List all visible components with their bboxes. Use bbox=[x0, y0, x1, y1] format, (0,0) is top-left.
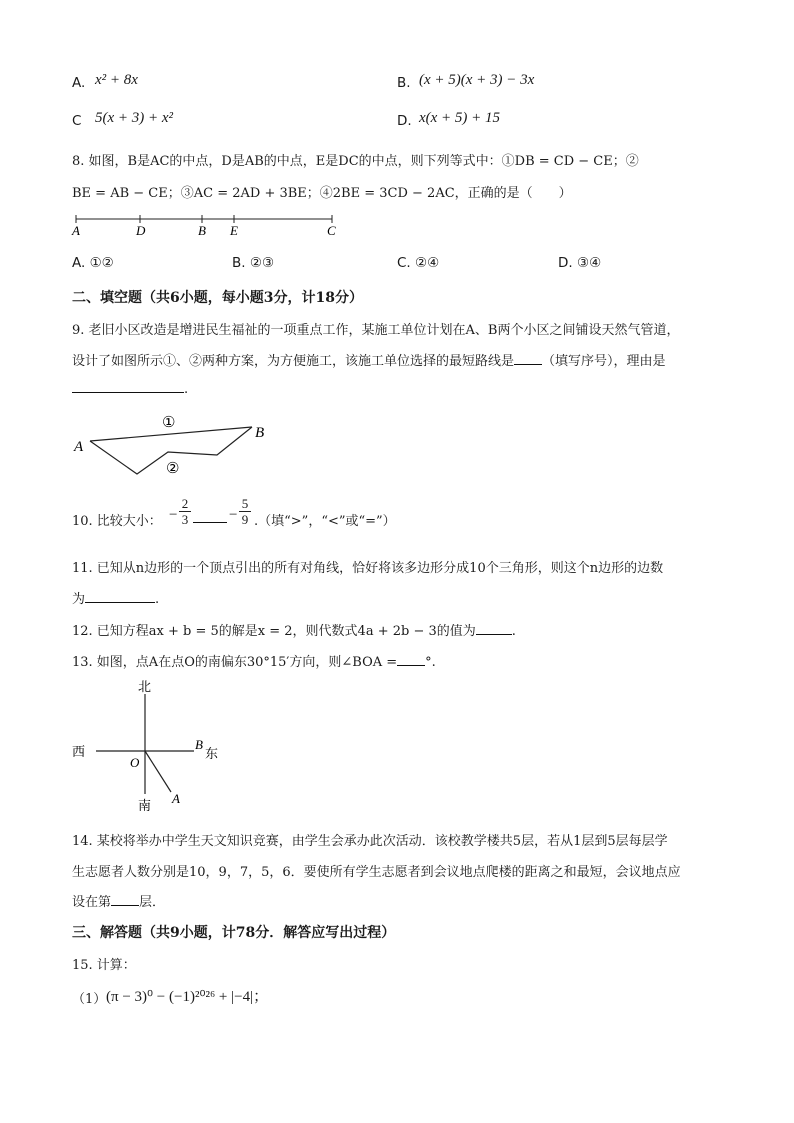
q9-point-a: A bbox=[74, 439, 84, 455]
q7-option-a-label: A. bbox=[72, 75, 86, 91]
q10-prefix: 10. 比较大小： bbox=[72, 514, 162, 529]
q14-answer-blank[interactable] bbox=[111, 893, 139, 906]
q14-text-line2: 生志愿者人数分别是10，9，7，5，6．要使所有学生志愿者到会议地点爬楼的距离之和最短，会议地点应 bbox=[72, 865, 681, 880]
q8-text-line2: BE = AB − CE；③AC = 2AD + 3BE；④2BE = 3CD − 2AC，正确的是（ ） bbox=[72, 186, 572, 201]
q13-text bbox=[72, 651, 436, 670]
q12-text-main: 12. 已知方程ax + b = 5的解是x = 2，则代数式4a + 2b − 3的值为 bbox=[72, 624, 476, 639]
q11-answer-blank[interactable] bbox=[85, 590, 155, 603]
q9-text-line2-a: 设计了如图所示①、②两种方案，为方便施工，该施工单位选择的最短路线是 bbox=[72, 354, 515, 369]
q9-point-b: B bbox=[255, 425, 265, 441]
q11-line2-end: . bbox=[155, 592, 160, 607]
q13-label-east: 东 bbox=[205, 746, 219, 761]
q8-point-d: D bbox=[136, 223, 146, 238]
q7-option-c-label: C bbox=[72, 113, 82, 129]
q14-text-line3 bbox=[72, 891, 165, 910]
q14-line3-start: 设在第 bbox=[72, 895, 112, 910]
section2-heading: 二、填空题（共6小题，每小题3分，计18分） bbox=[72, 290, 363, 306]
q10-frac2-num: 5 bbox=[241, 496, 249, 511]
q8-option-c: C. ②④ bbox=[397, 255, 440, 271]
q8-text-line1: 8. 如图，B是AC的中点，D是AB的中点，E是DC的中点，则下列等式中：①DB = CD − CE；② bbox=[72, 154, 639, 169]
q9-text-line2 bbox=[72, 350, 666, 369]
q7-option-d-label: D. bbox=[397, 113, 412, 129]
q8-point-e: E bbox=[230, 223, 238, 238]
q13-label-south: 南 bbox=[138, 798, 152, 813]
q8-option-b: B. ②③ bbox=[232, 255, 275, 271]
q12-text-end: . bbox=[511, 624, 516, 639]
q15-title: 15. 计算： bbox=[72, 958, 136, 973]
q10-fraction1 bbox=[179, 496, 191, 527]
q10-minus2: − bbox=[229, 507, 238, 523]
q8-option-d: D. ③④ bbox=[558, 255, 602, 271]
q7-option-b-expr: (x + 5)(x + 3) − 3x bbox=[419, 72, 535, 88]
q10-frac1-num: 2 bbox=[181, 496, 189, 511]
q8-option-a: A. ①② bbox=[72, 255, 114, 271]
q9-text-line2-b: （填写序号），理由是 bbox=[542, 354, 666, 369]
q13-text-main: 13. 如图，点A在点O的南偏东30°15′方向，则∠BOA = bbox=[72, 655, 398, 670]
q13-text-end: °. bbox=[425, 655, 436, 670]
q9-line3-period: . bbox=[184, 382, 189, 397]
q10-frac2-den: 9 bbox=[239, 511, 251, 527]
q11-text-line2 bbox=[72, 588, 159, 607]
q11-line2-start: 为 bbox=[72, 592, 86, 607]
q15-part1-label: （1） bbox=[72, 992, 107, 1007]
q9-text-line1: 9. 老旧小区改造是增进民生福祉的一项重点工作，某施工单位计划在A、B两个小区之间铺设天然气管道， bbox=[72, 323, 680, 338]
q13-label-a: A bbox=[172, 791, 180, 806]
q8-point-b: B bbox=[198, 223, 206, 238]
q10-answer-blank[interactable] bbox=[193, 510, 227, 523]
q13-ray-oa bbox=[145, 751, 171, 792]
q8-point-c: C bbox=[327, 223, 336, 238]
q12-answer-blank[interactable] bbox=[476, 622, 512, 635]
q9-text-line3 bbox=[72, 380, 188, 397]
q14-line3-end: 层． bbox=[139, 895, 166, 910]
q9-answer-blank-route[interactable] bbox=[514, 352, 542, 365]
q8-point-a: A bbox=[72, 223, 80, 238]
q15-part1-expr: (π − 3)⁰ − (−1)²⁰²⁶ + |−4|； bbox=[106, 989, 269, 1005]
q13-label-west: 西 bbox=[72, 744, 86, 759]
q9-route2-label: ② bbox=[166, 461, 180, 477]
q10-suffix: .（填“>”，“<”或“=”） bbox=[254, 514, 396, 529]
q10-fraction2 bbox=[239, 496, 251, 527]
q12-text bbox=[72, 620, 516, 639]
q13-label-o: O bbox=[130, 755, 140, 770]
q10-frac1-den: 3 bbox=[179, 511, 191, 527]
q7-option-b-label: B. bbox=[397, 75, 411, 91]
q13-compass-figure bbox=[70, 676, 230, 816]
q7-option-a-expr: x² + 8x bbox=[95, 72, 138, 88]
q9-route1-label: ① bbox=[162, 415, 176, 431]
section3-heading: 三、解答题（共9小题，计78分．解答应写出过程） bbox=[72, 925, 396, 941]
q9-answer-blank-reason[interactable] bbox=[72, 380, 184, 393]
q11-text-line1: 11. 已知从n边形的一个顶点引出的所有对角线，恰好将该多边形分成10个三角形，则这个n边形的边数 bbox=[72, 561, 664, 576]
q13-answer-blank[interactable] bbox=[397, 653, 425, 666]
q7-option-d-expr: x(x + 5) + 15 bbox=[419, 110, 501, 126]
q8-segment-figure bbox=[70, 210, 350, 240]
q14-text-line1: 14. 某校将举办中学生天文知识竞赛，由学生会承办此次活动．该校教学楼共5层，若从1层到5层每层学 bbox=[72, 834, 668, 849]
q7-option-c-expr: 5(x + 3) + x² bbox=[95, 110, 174, 126]
q9-route-figure bbox=[70, 410, 280, 480]
q10-minus1: − bbox=[169, 507, 178, 523]
q13-label-north: 北 bbox=[138, 679, 152, 694]
q13-label-b: B bbox=[195, 737, 203, 752]
